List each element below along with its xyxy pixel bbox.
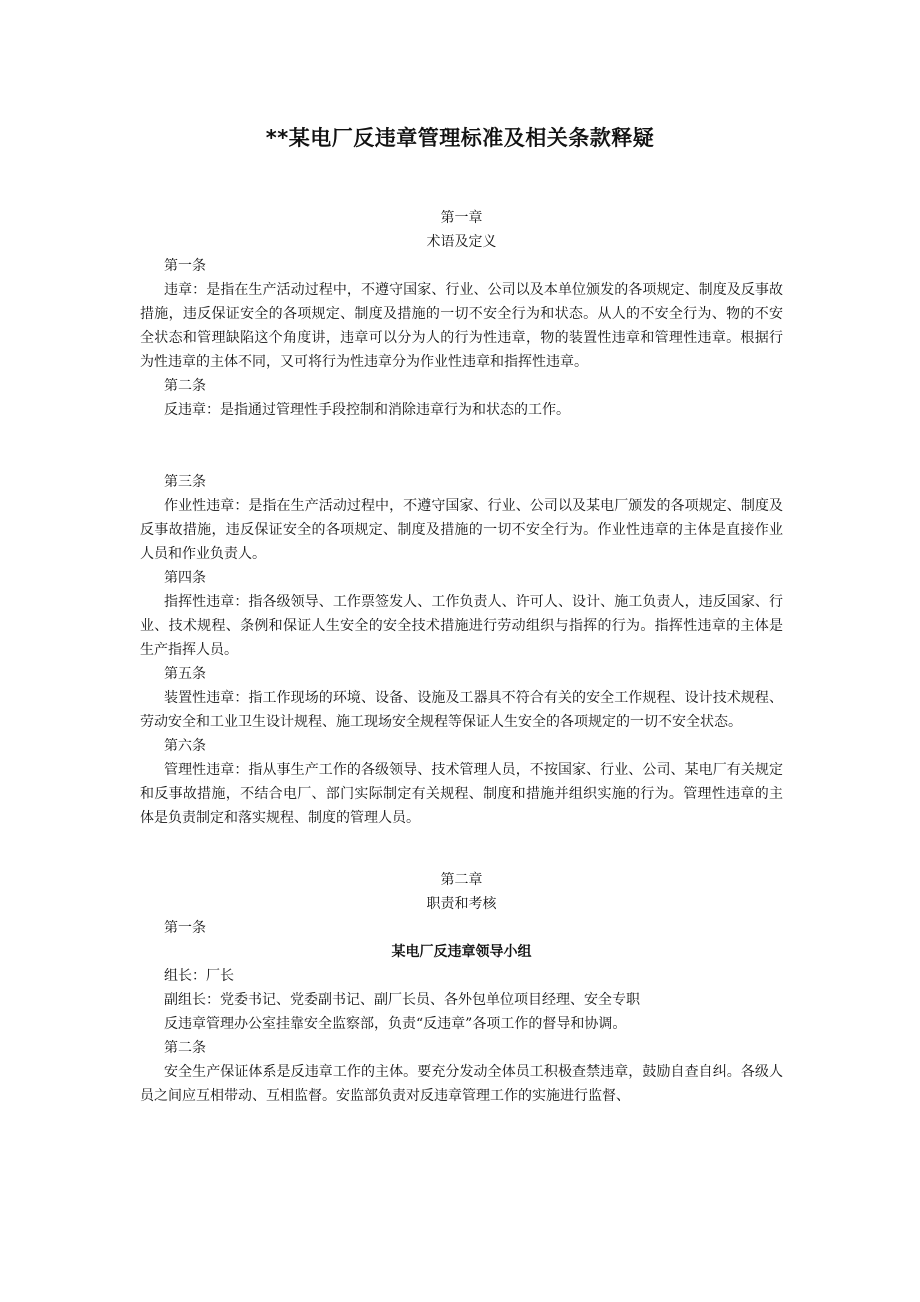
spacer — [140, 830, 783, 868]
group-leader: 组长：厂长 — [164, 968, 234, 984]
office-description: 反违章管理办公室挂靠安全监察部，负责“反违章”各项工作的督导和协调。 — [164, 1016, 627, 1032]
article-label: 第五条 — [164, 666, 206, 682]
group-title: 某电厂反违章领导小组 — [391, 944, 532, 960]
article-text: 管理性违章：指从事生产工作的各级领导、技术管理人员，不按国家、行业、公司、某电厂有关规定和反事故措施，不结合电厂、部门实际制定有关规程、制度和措施并组织实施的行为。管理性违章的主体是负责制定和落实规程、制度的管理人员。 — [140, 762, 783, 826]
article-label: 第一条 — [164, 920, 206, 936]
chapter2-heading: 第二章 — [440, 872, 483, 888]
article-label: 第三条 — [164, 474, 206, 490]
spacer — [140, 422, 783, 470]
chapter1-subheading: 术语及定义 — [426, 234, 497, 250]
article-text: 安全生产保证体系是反违章工作的主体。要充分发动全体员工积极查禁违章，鼓励自查自纠。各级人员之间应互相带动、互相监督。安监部负责对反违章管理工作的实施进行监督、 — [140, 1064, 783, 1104]
chapter1-heading: 第一章 — [440, 210, 483, 226]
article-text: 反违章：是指通过管理性手段控制和消除违章行为和状态的工作。 — [164, 402, 570, 418]
article-label: 第一条 — [164, 258, 206, 274]
article-label: 第四条 — [164, 570, 206, 586]
article-text: 作业性违章：是指在生产活动过程中，不遵守国家、行业、公司以及某电厂颁发的各项规定、制度及反事故措施，违反保证安全的各项规定、制度及措施的一切不安全行为。作业性违章的主体是直接作业人员和作业负责人。 — [140, 498, 783, 562]
article-label: 第二条 — [164, 1040, 206, 1056]
document-title: **某电厂反违章管理标准及相关条款释疑 — [265, 126, 655, 150]
article-text: 违章：是指在生产活动过程中，不遵守国家、行业、公司以及本单位颁发的各项规定、制度及反事故措施，违反保证安全的各项规定、制度及措施的一切不安全行为和状态。从人的不安全行为、物的不安全状态和管理缺陷这个角度讲，违章可以分为人的行为性违章，物的装置性违章和管理性违章。根据行为性违章的主体不同，又可将行为性违章分为作业性违章和指挥性违章。 — [140, 282, 783, 370]
group-deputy: 副组长：党委书记、党委副书记、副厂长员、各外包单位项目经理、安全专职 — [164, 992, 640, 1008]
article-label: 第六条 — [164, 738, 206, 754]
chapter2-subheading: 职责和考核 — [426, 896, 497, 912]
article-label: 第二条 — [164, 378, 206, 394]
article-text: 装置性违章：指工作现场的环境、设备、设施及工器具不符合有关的安全工作规程、设计技术规程、劳动安全和工业卫生设计规程、施工现场安全规程等保证人生安全的各项规定的一切不安全状态。 — [140, 690, 783, 730]
article-text: 指挥性违章：指各级领导、工作票签发人、工作负责人、许可人、设计、施工负责人，违反国家、行业、技术规程、条例和保证人生安全的安全技术措施进行劳动组织与指挥的行为。指挥性违章的主体是生产指挥人员。 — [140, 594, 783, 658]
document-body — [140, 206, 783, 1108]
